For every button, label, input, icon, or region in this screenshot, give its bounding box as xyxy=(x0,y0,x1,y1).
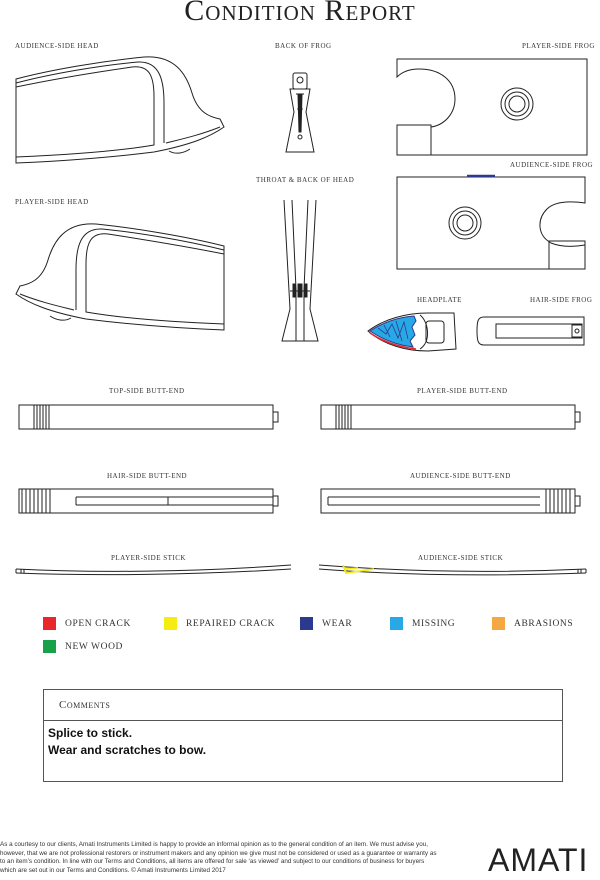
page-title: Condition Report xyxy=(184,0,416,27)
headplate-drawing xyxy=(366,311,458,353)
back-of-frog-drawing xyxy=(280,72,322,154)
legend-open-crack xyxy=(43,617,131,630)
legend-new-wood xyxy=(43,640,123,653)
audience-side-head-drawing xyxy=(14,55,226,170)
legend-label: OPEN CRACK xyxy=(65,618,131,629)
legend-label: ABRASIONS xyxy=(514,618,574,629)
disclaimer-text: As a courtesy to our clients, Amati Instruments Limited is happy to provide an informal opinion as to the general condition of an item. We must advise you, however, that we are not professional restorers or instrument makers and any opinion we give must not be considered or used as a guarantee or warranty as to an item’s condition. In line with our Terms and Conditions, all items are offered for sale ‘as viewed’ and subject to our conditions of business for buyers which are set out in our Terms and Conditions. © Amati Instruments Limited 2017 xyxy=(0,841,437,874)
audience-side-frog-drawing xyxy=(395,175,591,273)
legend-wear xyxy=(300,617,352,630)
top-side-butt-end-drawing xyxy=(18,404,280,430)
label-headplate: HEADPLATE xyxy=(417,296,462,304)
player-side-head-drawing xyxy=(14,222,226,337)
player-side-butt-end-drawing xyxy=(320,404,582,430)
label-audience-side-stick: AUDIENCE-SIDE STICK xyxy=(418,554,504,562)
wear-swatch xyxy=(300,617,313,630)
hair-side-butt-end-drawing xyxy=(18,488,280,514)
comment-line: Wear and scratches to bow. xyxy=(48,743,207,757)
legend-label: NEW WOOD xyxy=(65,641,124,652)
label-player-side-head: PLAYER-SIDE HEAD xyxy=(15,198,89,206)
comments-heading: Comments xyxy=(44,690,562,721)
audience-side-butt-end-drawing xyxy=(320,488,582,514)
amati-logo: AMATI xyxy=(488,842,589,878)
legend-label: MISSING xyxy=(412,618,456,629)
comments-text[interactable] xyxy=(44,721,562,763)
label-audience-side-frog: AUDIENCE-SIDE FROG xyxy=(510,161,594,169)
label-back-of-frog: BACK OF FROG xyxy=(275,42,332,50)
abrasions-swatch xyxy=(492,617,505,630)
label-player-side-frog: PLAYER-SIDE FROG xyxy=(522,42,595,50)
label-hair-side-frog: HAIR-SIDE FROG xyxy=(530,296,593,304)
new-wood-swatch xyxy=(43,640,56,653)
legend-label: WEAR xyxy=(322,618,353,629)
open-crack-swatch xyxy=(43,617,56,630)
throat-back-of-head-drawing xyxy=(281,199,319,344)
player-side-stick-drawing xyxy=(15,563,293,577)
audience-side-stick-drawing xyxy=(318,563,588,577)
player-side-frog-drawing xyxy=(395,57,591,159)
legend-abrasions xyxy=(492,617,573,630)
label-player-side-stick: PLAYER-SIDE STICK xyxy=(111,554,186,562)
label-hair-side-butt-end: HAIR-SIDE BUTT-END xyxy=(107,472,188,480)
comments-box xyxy=(43,689,563,782)
comment-line: Splice to stick. xyxy=(48,726,133,740)
label-audience-side-butt-end: AUDIENCE-SIDE BUTT-END xyxy=(410,472,511,480)
repaired-crack-swatch xyxy=(164,617,177,630)
legend-repaired-crack xyxy=(164,617,275,630)
legend-label: REPAIRED CRACK xyxy=(186,618,276,629)
label-top-side-butt-end: TOP-SIDE BUTT-END xyxy=(109,387,185,395)
label-throat-back-of-head: THROAT & BACK OF HEAD xyxy=(256,176,355,184)
label-player-side-butt-end: PLAYER-SIDE BUTT-END xyxy=(417,387,508,395)
label-audience-side-head: AUDIENCE-SIDE HEAD xyxy=(15,42,99,50)
missing-swatch xyxy=(390,617,403,630)
legend-missing xyxy=(390,617,455,630)
hair-side-frog-drawing xyxy=(476,315,586,347)
